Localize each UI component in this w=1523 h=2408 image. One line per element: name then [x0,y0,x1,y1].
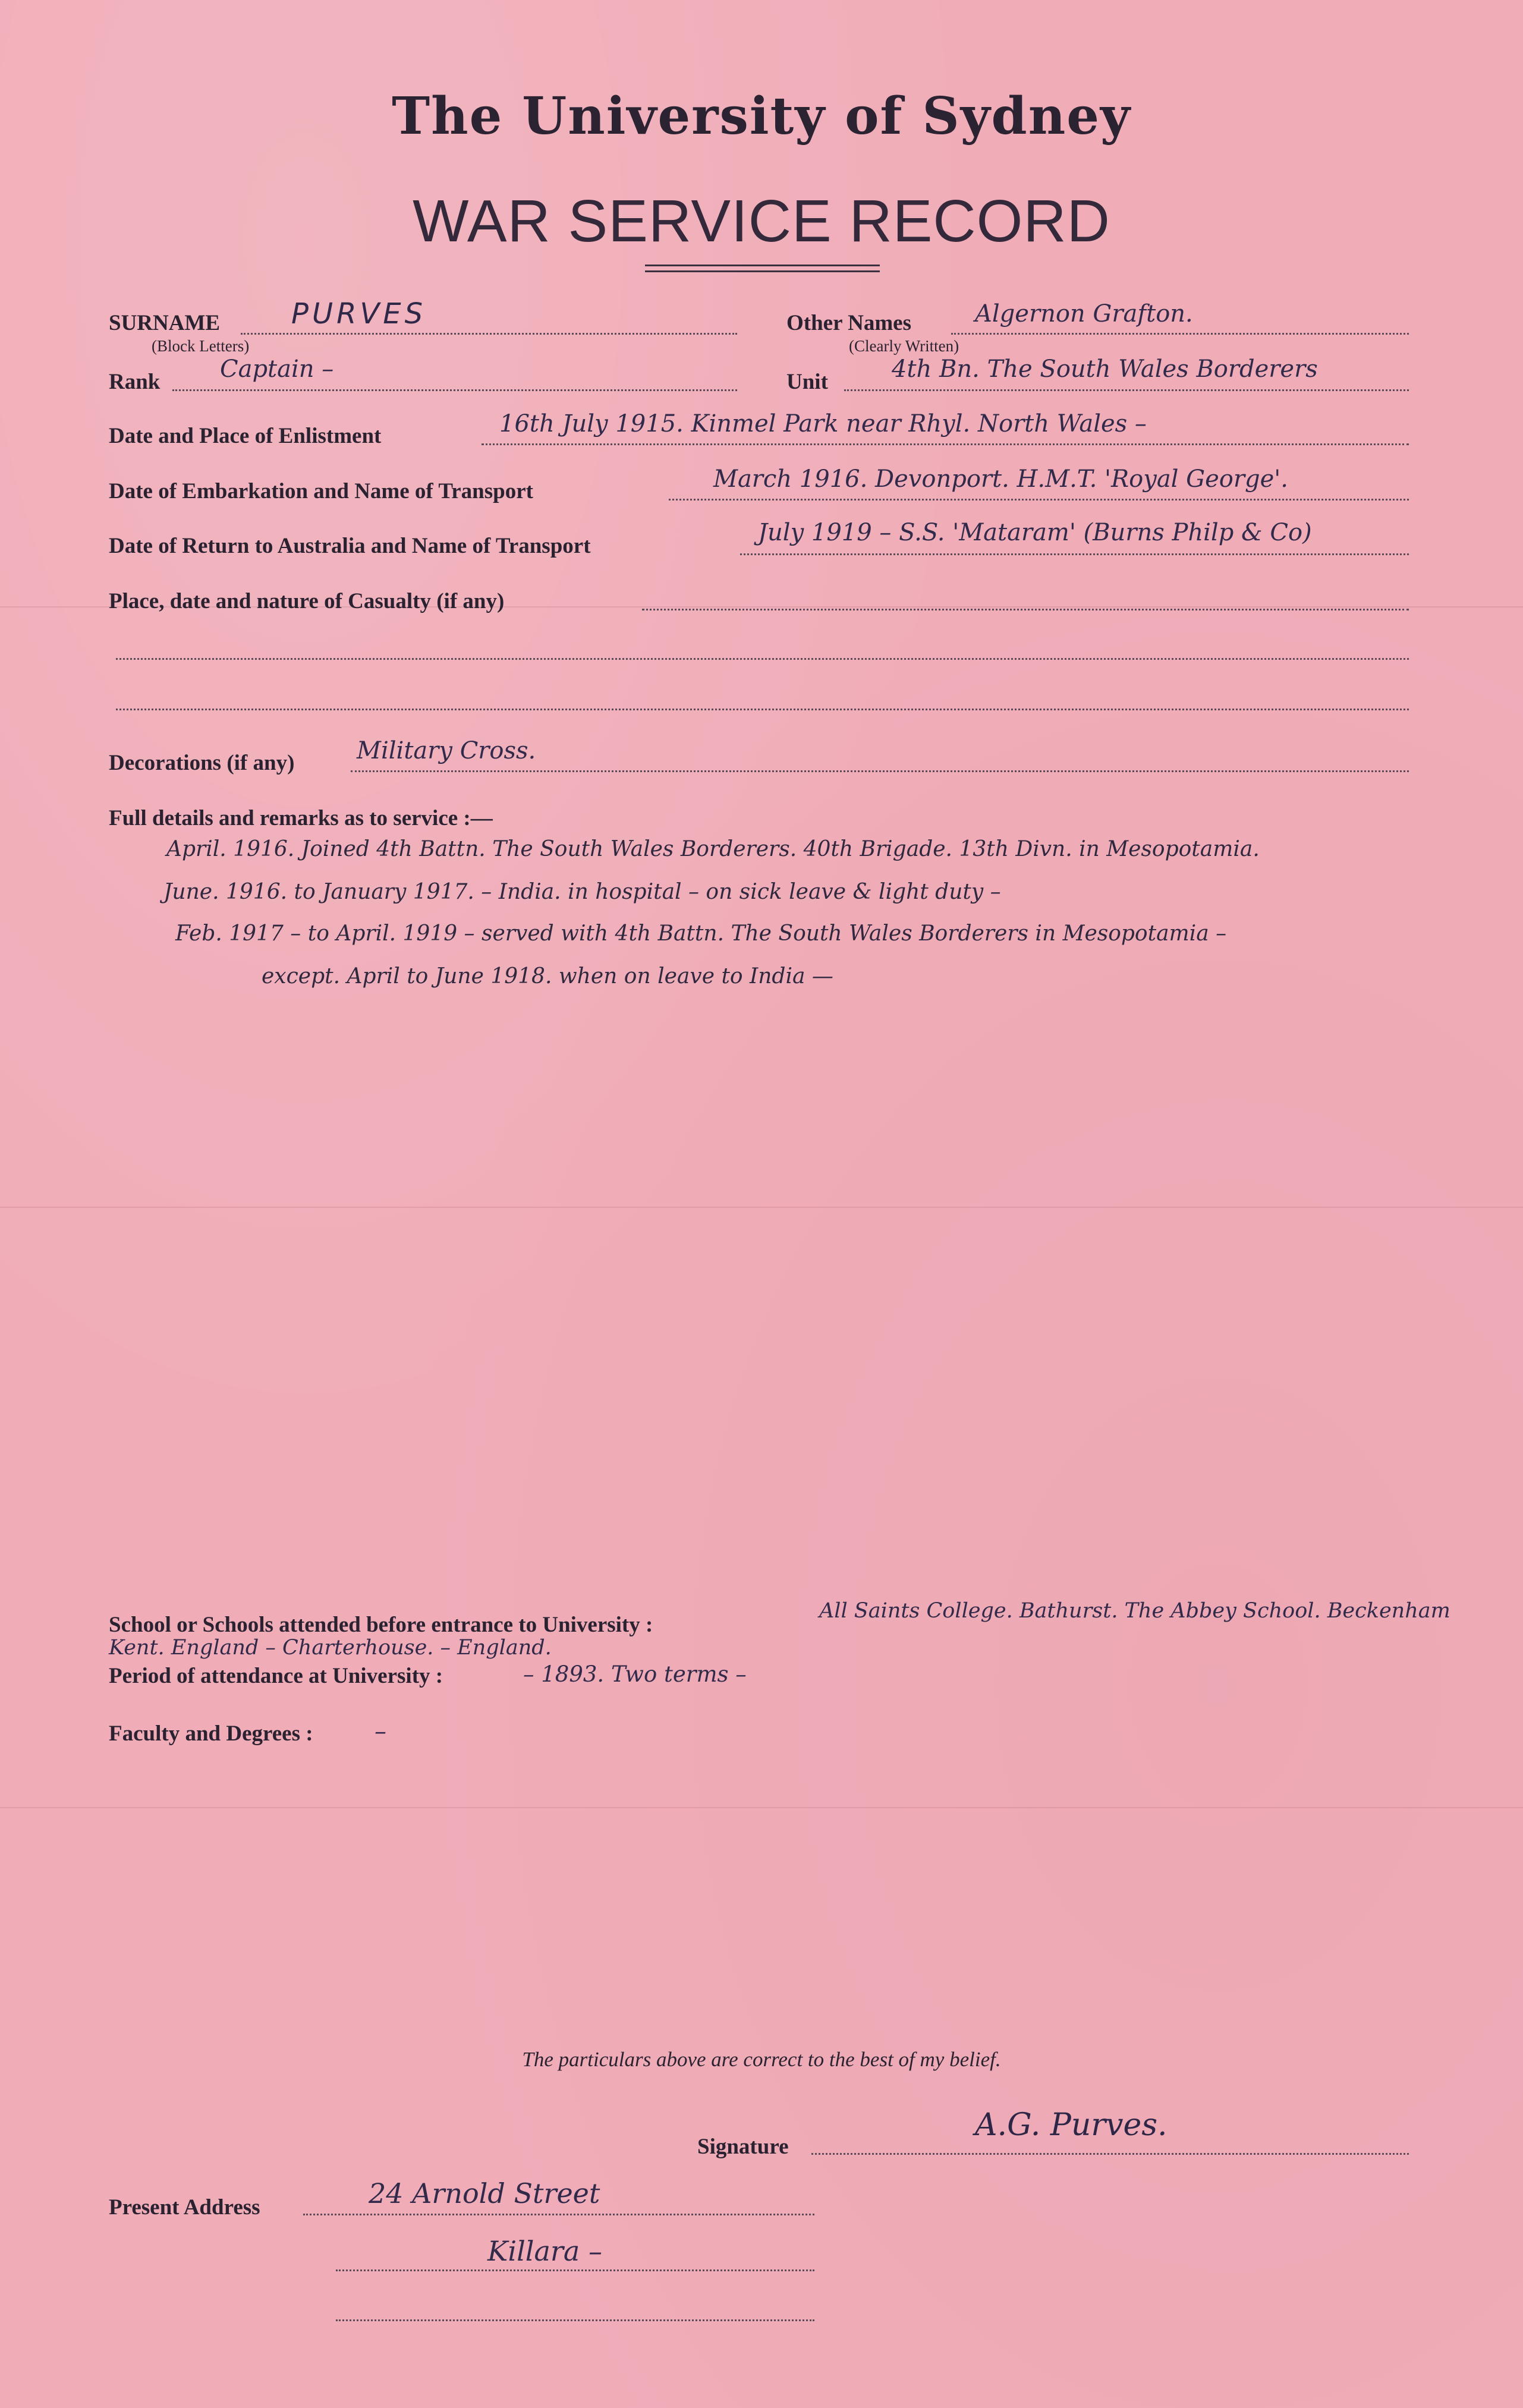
other-names-value: Algernon Grafton. [975,300,1193,328]
rank-label: Rank [109,370,161,394]
remarks-line: Feb. 1917 – to April. 1919 – served with 4th Battn. The South Wales Borderers in Mesopotamia – [175,921,1227,946]
casualty-label: Place, date and nature of Casualty (if any) [109,589,505,613]
faculty-value: – [375,1718,386,1745]
decorations-line [351,770,1409,772]
unit-value: 4th Bn. The South Wales Borderers [892,355,1318,383]
address-label: Present Address [109,2195,260,2220]
other-names-line [951,333,1409,335]
address-value: Killara – [487,2235,602,2267]
faculty-label: Faculty and Degrees : [109,1721,313,1746]
other-names-label: Other Names [786,311,911,335]
other-names-hint: (Clearly Written) [849,337,959,355]
remarks-line: April. 1916. Joined 4th Battn. The South Wales Borderers. 40th Brigade. 13th Divn. in Mesopotamia. [166,837,1260,861]
decorations-value: Military Cross. [357,737,536,764]
embarkation-label: Date of Embarkation and Name of Transport [109,479,533,503]
enlistment-value: 16th July 1915. Kinmel Park near Rhyl. North Wales – [499,410,1147,437]
schools-value: All Saints College. Bathurst. The Abbey School. Beckenham [819,1599,1450,1623]
enlistment-line [482,443,1409,445]
surname-line [241,333,737,335]
remarks-label: Full details and remarks as to service :— [109,806,493,830]
unit-label: Unit [786,370,828,394]
title-underline [645,270,880,272]
casualty-line-2 [116,658,1409,660]
surname-hint: (Block Letters) [152,337,250,355]
surname-value: PURVES [291,297,427,330]
embarkation-line [669,499,1409,501]
address-value: 24 Arnold Street [369,2177,600,2209]
paper-fold-line [0,1207,1523,1208]
signature-value: A.G. Purves. [975,2107,1168,2143]
enlistment-label: Date and Place of Enlistment [109,424,382,448]
unit-line [844,389,1409,391]
rank-line [172,389,737,391]
embarkation-value: March 1916. Devonport. H.M.T. 'Royal George'. [713,465,1288,493]
declaration-text: The particulars above are correct to the best of my belief. [522,2048,1001,2071]
remarks-line: except. April to June 1918. when on leave to India — [262,964,833,989]
paper-fold-line [0,1807,1523,1808]
signature-label: Signature [697,2135,789,2159]
remarks-line: June. 1916. to January 1917. – India. in hospital – on sick leave & light duty – [163,880,1001,904]
institution-heading: The University of Sydney [392,86,1131,146]
schools-value-continued: Kent. England – Charterhouse. – England. [109,1636,552,1660]
title-underline [645,265,880,266]
address-line [336,2269,814,2271]
address-line [303,2214,814,2215]
signature-line [811,2153,1409,2155]
decorations-label: Decorations (if any) [109,751,295,775]
surname-label: SURNAME [109,311,221,335]
page-title: WAR SERVICE RECORD [413,188,1110,254]
attendance-label: Period of attendance at University : [109,1664,443,1688]
rank-value: Captain – [220,355,334,383]
return-line [740,553,1409,555]
return-label: Date of Return to Australia and Name of Transport [109,534,591,558]
return-value: July 1919 – S.S. 'Mataram' (Burns Philp & Co) [758,519,1312,546]
address-line [336,2319,814,2321]
casualty-line [642,609,1409,610]
schools-label: School or Schools attended before entrance to University : [109,1613,653,1637]
attendance-value: – 1893. Two terms – [523,1661,747,1687]
casualty-line-3 [116,709,1409,710]
